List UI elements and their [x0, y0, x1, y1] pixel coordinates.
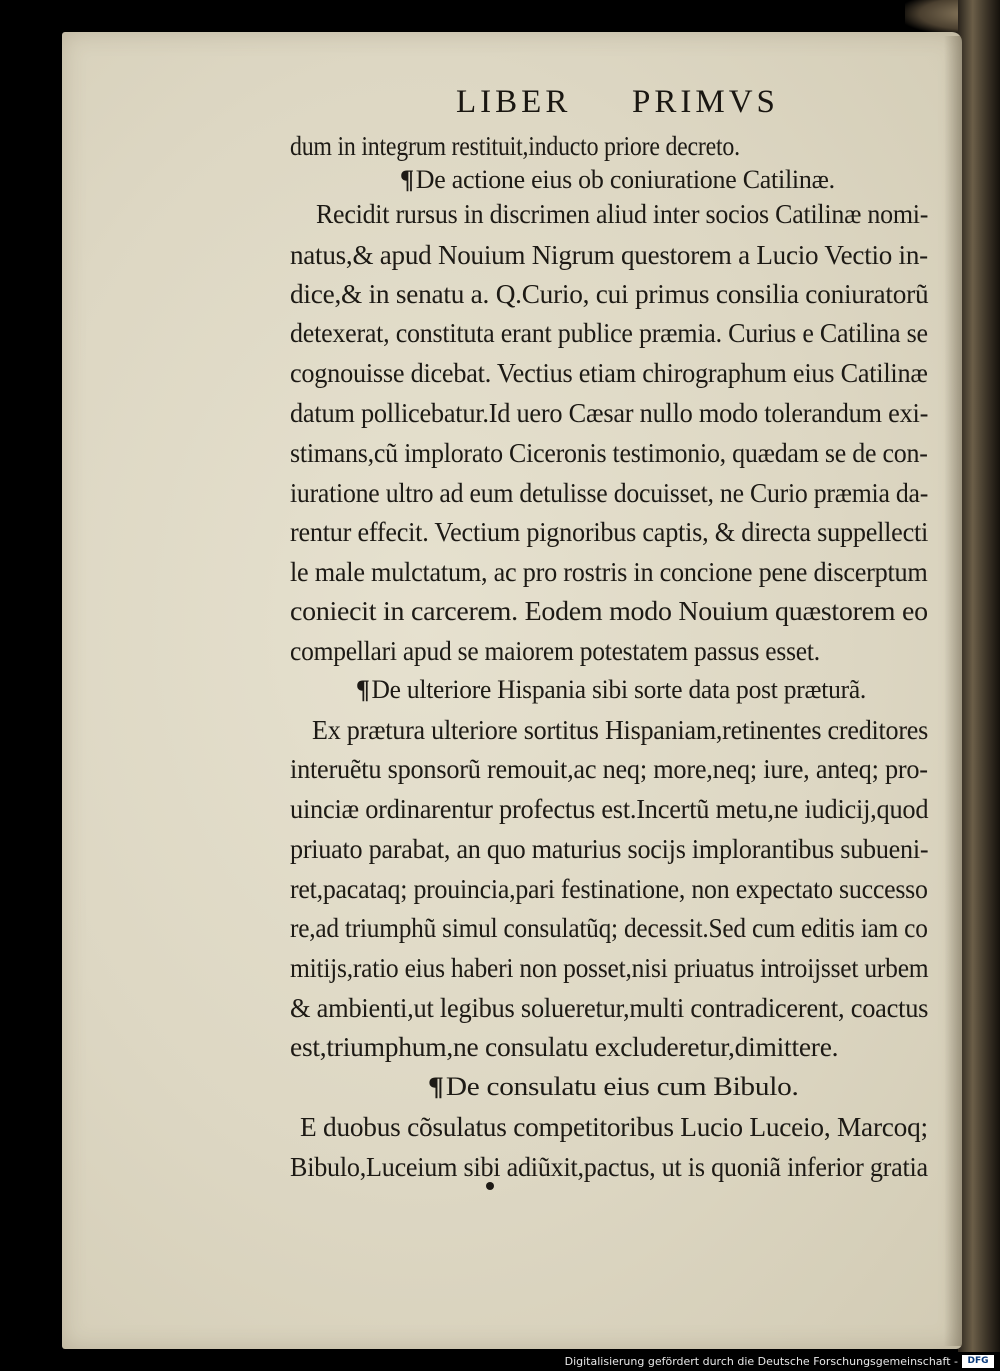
text-line — [300, 1110, 928, 1144]
text-line-content: E duobus cõsulatus competitoribus Lucio Luceio, Marcoq; — [300, 1112, 928, 1142]
text-line-content: Recidit rursus in discrimen aliud inter socios Catilinæ nomi- — [316, 199, 929, 229]
text-line — [290, 129, 740, 163]
text-line — [290, 991, 928, 1025]
text-line — [290, 1030, 838, 1064]
text-line-content: natus,& apud Nouium Nigrum questorem a Lucio Vectio in- — [290, 240, 928, 270]
text-line-content: De consulatu eius cum Bibulo. — [445, 1072, 799, 1101]
text-line — [290, 316, 928, 350]
text-line-content: iuratione ultro ad eum detulisse docuisset, ne Curio præmia da- — [290, 478, 929, 508]
funding-notice: Digitalisierung gefördert durch die Deutsche Forschungsgemeinschaft - — [564, 1355, 958, 1368]
page-shadow-edge — [944, 36, 962, 1346]
text-line-content: cognouisse dicebat. Vectius etiam chirographum eius Catilinæ — [290, 358, 928, 388]
text-line-content: re,ad triumphũ simul consulatũq; decessit.Sed cum editis iam co — [290, 913, 928, 943]
text-line — [290, 436, 928, 470]
text-line — [290, 911, 928, 945]
text-line-content: est,triumphum,ne consulatu excluderetur,dimittere. — [290, 1032, 839, 1062]
text-line-content: uinciæ ordinarentur profectus est.Incertũ metu,ne iudicij,quod — [290, 794, 929, 824]
text-line — [290, 951, 928, 985]
text-line — [290, 1150, 928, 1184]
text-line-content: coniecit in carcerem. Eodem modo Nouium quæstorem eo — [290, 596, 928, 626]
text-line-content: detexerat, constituta erant publice præmia. Curius e Catilina se — [290, 318, 928, 348]
text-line-content: stimans,cũ implorato Ciceronis testimonio, quædam se de con- — [290, 438, 928, 468]
text-line-content: le male mulctatum, ac pro rostris in concione pene discerptum — [290, 557, 928, 587]
page-ornament-dot — [486, 1182, 494, 1190]
rubric-heading — [356, 673, 866, 707]
text-line-content: dice,& in senatu a. Q.Curio, cui primus consilia coniuratorũ — [290, 279, 929, 309]
text-line-content: priuato parabat, an quo maturius socijs implorantibus subueni- — [290, 834, 929, 864]
pilcrow-mark: ¶ — [428, 1072, 444, 1101]
rubric-heading — [400, 163, 835, 197]
text-line-content: interuẽtu sponsorũ remouit,ac neq; more,neq; iure, anteq; pro- — [290, 754, 928, 784]
pilcrow-mark: ¶ — [400, 165, 414, 194]
text-line-content: compellari apud se maiorem potestatem passus esset. — [290, 636, 820, 666]
text-line — [290, 476, 928, 510]
pilcrow-mark: ¶ — [356, 675, 370, 704]
text-line-content: rentur effecit. Vectium pignoribus captis, & directa suppellecti — [290, 517, 929, 547]
text-line-content: datum pollicebatur.Id uero Cæsar nullo modo tolerandum exi- — [290, 398, 929, 428]
running-header-right: PRIMVS — [632, 84, 779, 120]
text-line — [290, 277, 928, 311]
text-line-content: Bibulo,Luceium sibi adiũxit,pactus, ut is quoniã inferior gratia — [290, 1152, 928, 1182]
text-line-content: mitijs,ratio eius haberi non posset,nisi priuatus introijsset urbem — [290, 953, 929, 983]
text-line — [290, 594, 928, 628]
text-line — [290, 752, 928, 786]
running-header-left: LIBER — [456, 84, 572, 120]
text-line — [290, 515, 928, 549]
text-line-content: De actione eius ob coniuratione Catilinæ. — [415, 165, 835, 194]
text-line — [290, 792, 928, 826]
text-line — [316, 197, 928, 231]
book-fore-edge — [958, 0, 1000, 1352]
text-line-content: De ulteriore Hispania sibi sorte data post præturã. — [371, 675, 867, 704]
text-line — [290, 832, 928, 866]
text-line — [290, 634, 820, 668]
text-line — [290, 238, 928, 272]
dfg-logo: DFG — [962, 1355, 994, 1368]
text-line-content: & ambienti,ut legibus solueretur,multi contradicerent, coactus — [290, 993, 929, 1023]
text-line-content: dum in integrum restituit,inducto priore decreto. — [290, 131, 740, 161]
text-line — [290, 396, 928, 430]
text-line-content: ret,pacataq; prouincia,pari festinatione, non expectato successo — [290, 874, 928, 904]
text-line — [312, 713, 928, 747]
text-line — [290, 555, 928, 589]
running-header — [456, 84, 786, 122]
text-line-content: Ex prætura ulteriore sortitus Hispaniam,retinentes creditores — [312, 715, 929, 745]
text-line — [290, 356, 928, 390]
rubric-heading — [428, 1070, 799, 1104]
text-line — [290, 872, 928, 906]
